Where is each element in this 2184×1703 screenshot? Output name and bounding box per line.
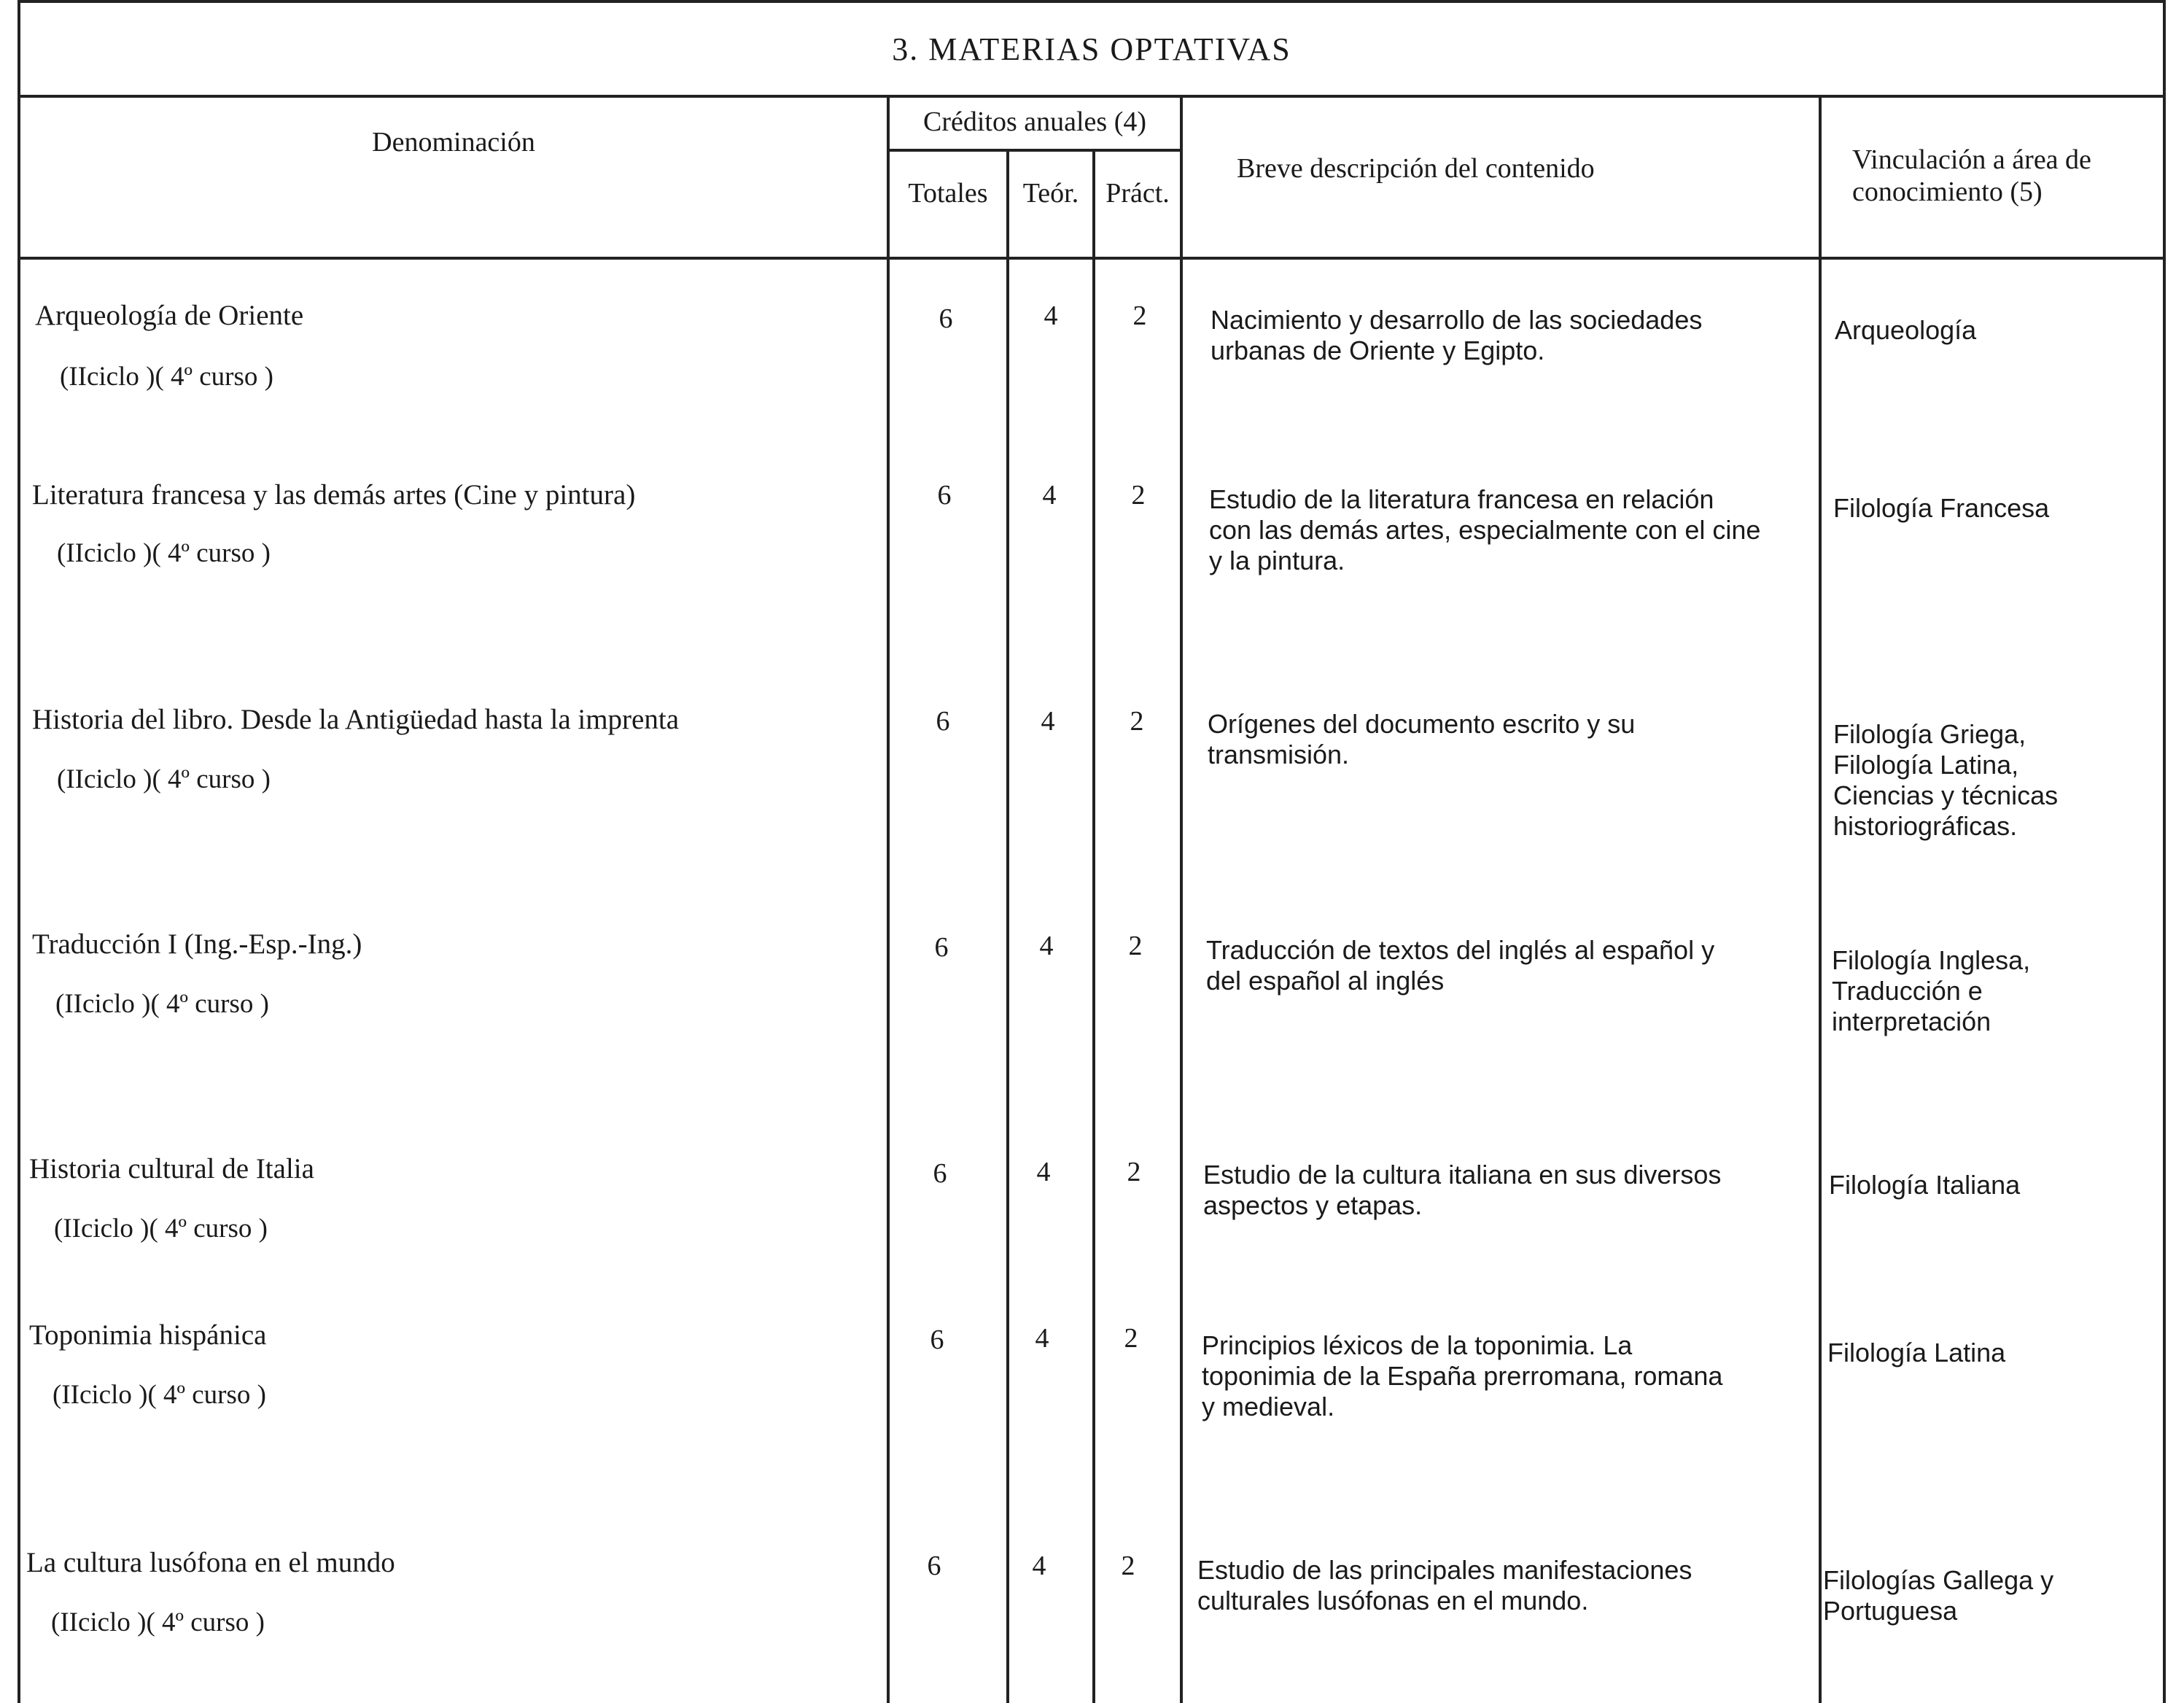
row-1-name: Arqueología de Oriente (35, 300, 304, 331)
row-7-area (1823, 1565, 2144, 1626)
row-3-description-line: Orígenes del documento escrito y su (1208, 709, 1636, 739)
row-1-description (1210, 305, 1823, 366)
row-2-teor: 4 (1042, 480, 1057, 511)
row-1-pract: 2 (1132, 300, 1147, 331)
row-6-description-line: y medieval. (1202, 1392, 1335, 1421)
row-3-area-line: Ciencias y técnicas (1833, 780, 2059, 810)
row-3-area (1833, 719, 2154, 842)
credits-divider-rule (888, 149, 1183, 152)
row-5-teor: 4 (1036, 1157, 1051, 1187)
row-7-teor: 4 (1032, 1551, 1046, 1581)
row-4-description-line: del español al inglés (1206, 966, 1445, 996)
row-2-area-line: Filología Francesa (1833, 493, 2050, 523)
row-2-description-line: Estudio de la literatura francesa en relación (1209, 484, 1714, 514)
row-4-area-line: Traducción e (1832, 976, 1983, 1006)
row-6-cycle: (IIciclo )( 4º curso ) (53, 1380, 266, 1410)
row-5-cycle: (IIciclo )( 4º curso ) (54, 1214, 268, 1244)
header-pract: Práct. (1105, 178, 1170, 209)
row-1-area-line: Arqueología (1835, 315, 1977, 345)
header-vinculacion-line2: conocimiento (5) (1852, 176, 2043, 207)
row-6-description-line: toponimia de la España prerromana, romana (1202, 1361, 1723, 1391)
row-4-cycle: (IIciclo )( 4º curso ) (55, 989, 269, 1019)
row-6-area-line: Filología Latina (1827, 1338, 2006, 1368)
row-7-totales: 6 (927, 1551, 941, 1581)
row-5-name: Historia cultural de Italia (29, 1153, 314, 1184)
table-title: 3. MATERIAS OPTATIVAS (892, 31, 1291, 67)
row-7-description (1197, 1555, 1810, 1616)
row-3-pract: 2 (1130, 706, 1144, 737)
row-4-description-line: Traducción de textos del inglés al español y (1206, 935, 1715, 965)
row-3-name: Historia del libro. Desde la Antigüedad hasta la imprenta (32, 704, 680, 735)
header-creditos: Créditos anuales (4) (922, 106, 1147, 137)
row-4-description (1206, 935, 1819, 996)
row-2-cycle: (IIciclo )( 4º curso ) (57, 538, 271, 568)
row-6-area (1827, 1338, 2148, 1368)
col-divider-pract (1092, 150, 1095, 1703)
row-5-description (1203, 1160, 1816, 1221)
row-3-totales: 6 (936, 706, 950, 737)
row-4-teor: 4 (1039, 931, 1054, 961)
row-2-description-line: con las demás artes, especialmente con el cine (1209, 515, 1761, 545)
row-7-cycle: (IIciclo )( 4º curso ) (51, 1607, 265, 1637)
row-1-description-line: Nacimiento y desarrollo de las sociedades (1210, 305, 1703, 335)
row-4-name: Traducción I (Ing.-Esp.-Ing.) (32, 928, 362, 960)
row-3-teor: 4 (1041, 706, 1055, 737)
row-6-teor: 4 (1035, 1323, 1049, 1354)
row-2-name: Literatura francesa y las demás artes (Cine y pintura) (32, 479, 636, 511)
table-frame (18, 0, 2166, 1703)
row-5-description-line: aspectos y etapas. (1203, 1190, 1423, 1220)
row-4-area-line: Filología Inglesa, (1832, 945, 2031, 975)
row-2-description-line: y la pintura. (1209, 546, 1345, 575)
row-4-area (1832, 945, 2153, 1037)
col-divider-credits (887, 96, 890, 1703)
col-divider-description (1180, 96, 1183, 1703)
header-vinculacion-line1: Vinculación a área de (1852, 144, 2091, 175)
row-7-name: La cultura lusófona en el mundo (26, 1547, 395, 1578)
header-denominacion: Denominación (372, 127, 535, 158)
row-5-area (1829, 1170, 2150, 1200)
row-6-totales: 6 (930, 1324, 944, 1355)
row-1-description-line: urbanas de Oriente y Egipto. (1210, 335, 1545, 365)
row-4-pract: 2 (1128, 931, 1143, 961)
col-divider-teor (1006, 150, 1009, 1703)
row-4-totales: 6 (934, 932, 949, 963)
row-1-cycle: (IIciclo )( 4º curso ) (60, 362, 273, 392)
table-title-box (18, 0, 2166, 98)
header-descripcion: Breve descripción del contenido (1237, 153, 1595, 184)
row-3-area-line: historiográficas. (1833, 811, 2018, 841)
row-4-area-line: interpretación (1832, 1006, 1991, 1036)
row-2-pract: 2 (1131, 480, 1146, 511)
row-3-cycle: (IIciclo )( 4º curso ) (57, 764, 271, 794)
row-1-totales: 6 (939, 303, 953, 334)
header-totales: Totales (908, 178, 988, 209)
row-7-pract: 2 (1121, 1551, 1135, 1581)
row-7-area-line: Portuguesa (1823, 1596, 1958, 1626)
row-6-description (1202, 1330, 1814, 1422)
row-7-description-line: Estudio de las principales manifestaciones (1197, 1555, 1693, 1585)
row-6-pract: 2 (1124, 1323, 1138, 1354)
row-1-area (1835, 315, 2156, 346)
row-2-description (1209, 484, 1822, 576)
row-6-name: Toponimia hispánica (29, 1319, 267, 1351)
row-3-area-line: Filología Griega, (1833, 719, 2026, 749)
row-7-description-line: culturales lusófonas en el mundo. (1197, 1586, 1589, 1615)
row-3-description (1208, 709, 1820, 770)
header-bottom-rule (18, 257, 2166, 260)
row-3-area-line: Filología Latina, (1833, 750, 2019, 780)
row-5-totales: 6 (933, 1158, 947, 1189)
row-5-description-line: Estudio de la cultura italiana en sus diversos (1203, 1160, 1722, 1190)
row-7-area-line: Filologías Gallega y (1823, 1565, 2054, 1595)
row-1-teor: 4 (1044, 300, 1058, 331)
header-teor: Teór. (1022, 178, 1079, 209)
row-5-area-line: Filología Italiana (1829, 1170, 2021, 1200)
row-3-description-line: transmisión. (1208, 740, 1350, 769)
row-6-description-line: Principios léxicos de la toponimia. La (1202, 1330, 1633, 1360)
row-2-area (1833, 493, 2154, 524)
row-5-pract: 2 (1127, 1157, 1141, 1187)
row-2-totales: 6 (937, 480, 952, 511)
